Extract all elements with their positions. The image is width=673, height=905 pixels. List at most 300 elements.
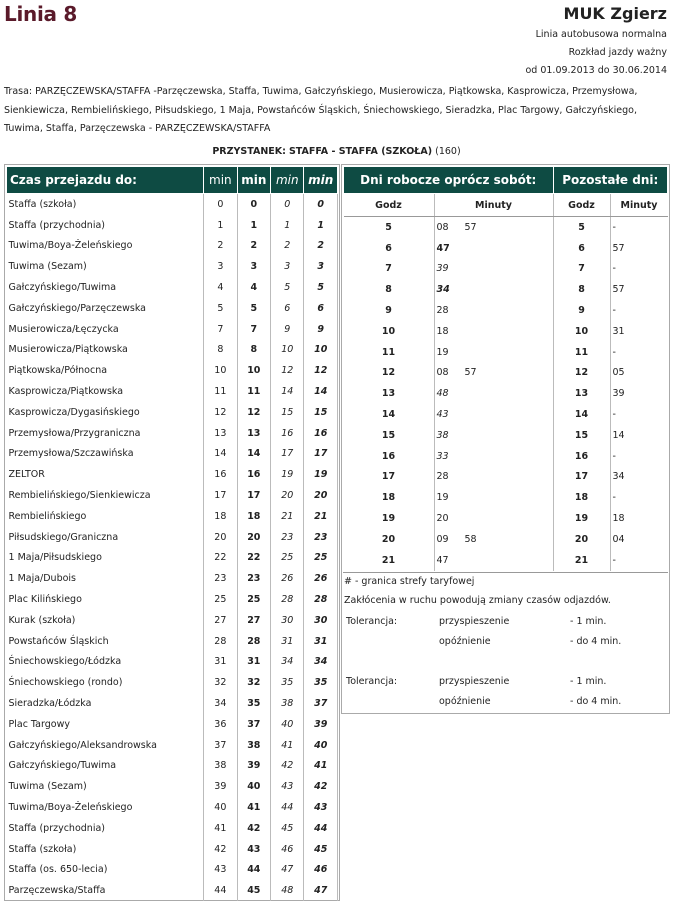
travel-min-cell: 40 bbox=[304, 735, 338, 756]
travel-min-cell: 2 bbox=[204, 236, 237, 257]
other-hour-cell: 17 bbox=[553, 467, 610, 488]
weekday-hour-cell: 5 bbox=[344, 217, 435, 238]
weekday-minute-cell: 28 bbox=[436, 471, 449, 483]
travel-min-cell: 26 bbox=[304, 568, 338, 589]
weekday-hour-cell: 21 bbox=[344, 550, 435, 571]
other-minute-cell: - bbox=[612, 554, 616, 566]
stop-name-cell: Tuwima/Boya-Żeleńskiego bbox=[7, 236, 204, 257]
other-hour-cell: 16 bbox=[553, 446, 610, 467]
travel-min-cell: 28 bbox=[237, 631, 270, 652]
timetable-row bbox=[344, 321, 668, 342]
timetable-row bbox=[344, 383, 668, 404]
travel-min-cell: 0 bbox=[271, 194, 304, 215]
travel-min-cell: 43 bbox=[271, 776, 304, 797]
travel-min-cell: 6 bbox=[304, 298, 338, 319]
travel-min-cell: 42 bbox=[304, 776, 338, 797]
stop-name-cell: Powstańców Śląskich bbox=[7, 631, 204, 652]
travel-min-cell: 1 bbox=[204, 215, 237, 236]
travel-min-cell: 17 bbox=[237, 485, 270, 506]
weekday-minute-cell: 57 bbox=[465, 363, 554, 384]
weekday-minute-cell bbox=[465, 300, 554, 321]
travel-min-cell: 43 bbox=[304, 797, 338, 818]
stop-name-cell: Tuwima/Boya-Żeleńskiego bbox=[7, 797, 204, 818]
travel-min-cell: 34 bbox=[271, 652, 304, 673]
travel-min-cell: 36 bbox=[204, 714, 237, 735]
other-hour-cell: 9 bbox=[553, 300, 610, 321]
travel-min-cell: 34 bbox=[204, 693, 237, 714]
weekday-minute-cell: 08 bbox=[436, 367, 449, 379]
travel-min-cell: 12 bbox=[271, 360, 304, 381]
other-hour-cell: 10 bbox=[553, 321, 610, 342]
travel-min-cell: 23 bbox=[271, 527, 304, 548]
travel-min-cell: 38 bbox=[204, 756, 237, 777]
travel-min-cell: 1 bbox=[304, 215, 338, 236]
stop-label: PRZYSTANEK: bbox=[212, 146, 286, 157]
timetable-row bbox=[344, 363, 668, 384]
travel-min-cell: 41 bbox=[204, 818, 237, 839]
weekday-minute-cell: 19 bbox=[436, 346, 449, 358]
travel-min-cell: 5 bbox=[204, 298, 237, 319]
stop-name-cell: Parzęczewska/Staffa bbox=[7, 880, 204, 901]
stop-name-cell: Przemysłowa/Szczawińska bbox=[7, 444, 204, 465]
weekday-minute-cell bbox=[465, 279, 554, 300]
weekday-godz-header: Godz bbox=[344, 194, 435, 217]
travel-min-cell: 39 bbox=[237, 756, 270, 777]
travel-min-cell: 34 bbox=[304, 652, 338, 673]
travel-min-cell: 32 bbox=[237, 672, 270, 693]
timetable-row bbox=[344, 550, 668, 571]
travel-min-cell: 4 bbox=[204, 277, 237, 298]
travel-min-cell: 44 bbox=[271, 797, 304, 818]
stop-name-cell: Tuwima (Sezam) bbox=[7, 776, 204, 797]
stop-name-cell: Plac Kilińskiego bbox=[7, 589, 204, 610]
travel-row bbox=[7, 194, 338, 215]
other-hour-cell: 7 bbox=[553, 259, 610, 280]
other-minute-cell: 57 bbox=[612, 284, 625, 296]
other-minute-cell: 39 bbox=[612, 388, 625, 400]
travel-row bbox=[7, 756, 338, 777]
travel-row bbox=[7, 818, 338, 839]
weekday-minute-cell bbox=[465, 425, 554, 446]
stop-name-cell: Musierowicza/Piątkowska bbox=[7, 340, 204, 361]
travel-min-cell: 15 bbox=[271, 402, 304, 423]
other-hour-cell: 5 bbox=[553, 217, 610, 238]
weekday-minute-cell: 57 bbox=[465, 217, 554, 238]
timetable-table bbox=[343, 166, 668, 571]
travel-min-cell: 16 bbox=[271, 423, 304, 444]
stop-name-cell: Tuwima (Sezam) bbox=[7, 256, 204, 277]
travel-min-cell: 30 bbox=[304, 610, 338, 631]
travel-row bbox=[7, 319, 338, 340]
stop-name-cell: Rembielińskiego/Sienkiewicza bbox=[7, 485, 204, 506]
travel-min-cell: 8 bbox=[237, 340, 270, 361]
other-hour-cell: 12 bbox=[553, 363, 610, 384]
travel-min-cell: 19 bbox=[304, 464, 338, 485]
weekday-minute-cell: 08 bbox=[436, 221, 449, 233]
other-minute-cell: - bbox=[612, 346, 616, 358]
other-minute-cell: 04 bbox=[612, 533, 625, 545]
tolerance-late-value: - do 4 min. bbox=[570, 636, 622, 647]
travel-min-cell: 31 bbox=[271, 631, 304, 652]
stop-name-cell: Kasprowicza/Piątkowska bbox=[7, 381, 204, 402]
travel-min-cell: 40 bbox=[271, 714, 304, 735]
timetable-row bbox=[344, 300, 668, 321]
travel-row bbox=[7, 631, 338, 652]
travel-min-cell: 45 bbox=[237, 880, 270, 901]
weekday-hour-cell: 10 bbox=[344, 321, 435, 342]
tolerance-early-label: przyspieszenie bbox=[439, 676, 510, 687]
travel-min-cell: 39 bbox=[204, 776, 237, 797]
weekday-minute-cell bbox=[465, 508, 554, 529]
other-days-header: Pozostałe dni: bbox=[553, 167, 668, 194]
travel-min-cell: 5 bbox=[304, 277, 338, 298]
timetable-row bbox=[344, 238, 668, 259]
tolerance-early-label: przyspieszenie bbox=[439, 616, 510, 627]
timetable-row bbox=[344, 342, 668, 363]
stop-name-cell: 1 Maja/Piłsudskiego bbox=[7, 548, 204, 569]
stop-name-cell: Rembielińskiego bbox=[7, 506, 204, 527]
travel-min-cell: 43 bbox=[237, 839, 270, 860]
travel-min-cell: 1 bbox=[237, 215, 270, 236]
travel-min-cell: 39 bbox=[304, 714, 338, 735]
travel-row bbox=[7, 277, 338, 298]
timetable-row bbox=[344, 404, 668, 425]
other-minute-cell: 14 bbox=[612, 429, 625, 441]
travel-time-header: Czas przejazdu do: bbox=[7, 167, 204, 194]
other-minute-cell: - bbox=[612, 450, 616, 462]
weekday-minute-cell: 47 bbox=[436, 554, 449, 566]
travel-min-cell: 46 bbox=[271, 839, 304, 860]
stop-name-cell: Staffa (przychodnia) bbox=[7, 818, 204, 839]
timetable-row bbox=[344, 217, 668, 238]
travel-min-cell: 13 bbox=[237, 423, 270, 444]
tolerance-late-value: - do 4 min. bbox=[570, 696, 622, 707]
travel-row bbox=[7, 880, 338, 901]
other-hour-cell: 21 bbox=[553, 550, 610, 571]
travel-min-cell: 47 bbox=[271, 860, 304, 881]
stop-name-cell: Śniechowskiego (rondo) bbox=[7, 672, 204, 693]
weekday-minute-cell bbox=[465, 446, 554, 467]
travel-min-cell: 17 bbox=[304, 444, 338, 465]
travel-row bbox=[7, 714, 338, 735]
travel-min-cell: 14 bbox=[304, 381, 338, 402]
travel-min-cell: 9 bbox=[304, 319, 338, 340]
travel-min-cell: 20 bbox=[271, 485, 304, 506]
other-hour-cell: 20 bbox=[553, 529, 610, 550]
stop-name-cell: Staffa (szkoła) bbox=[7, 194, 204, 215]
travel-min-cell: 31 bbox=[237, 652, 270, 673]
timetable-row bbox=[344, 487, 668, 508]
weekday-minute-cell bbox=[465, 550, 554, 571]
weekday-hour-cell: 13 bbox=[344, 383, 435, 404]
timetable-row bbox=[344, 425, 668, 446]
travel-row bbox=[7, 402, 338, 423]
weekday-hour-cell: 11 bbox=[344, 342, 435, 363]
travel-row bbox=[7, 735, 338, 756]
travel-row bbox=[7, 444, 338, 465]
stop-name-cell: 1 Maja/Dubois bbox=[7, 568, 204, 589]
travel-min-cell: 3 bbox=[237, 256, 270, 277]
travel-min-cell: 19 bbox=[271, 464, 304, 485]
travel-min-cell: 44 bbox=[304, 818, 338, 839]
travel-min-cell: 3 bbox=[271, 256, 304, 277]
travel-min-cell: 45 bbox=[304, 839, 338, 860]
travel-min-cell: 40 bbox=[237, 776, 270, 797]
weekday-minute-cell bbox=[465, 404, 554, 425]
travel-min-cell: 26 bbox=[271, 568, 304, 589]
travel-row bbox=[7, 215, 338, 236]
tolerance-early-value: - 1 min. bbox=[570, 676, 607, 687]
travel-row bbox=[7, 464, 338, 485]
travel-min-cell: 7 bbox=[204, 319, 237, 340]
travel-min-cell: 30 bbox=[271, 610, 304, 631]
stop-code: (160) bbox=[435, 146, 461, 157]
timetable-row bbox=[344, 529, 668, 550]
travel-min-cell: 17 bbox=[204, 485, 237, 506]
travel-row bbox=[7, 797, 338, 818]
weekday-minute-cell: 33 bbox=[436, 450, 449, 462]
other-minuty-header: Minuty bbox=[610, 194, 668, 217]
weekday-minute-cell: 18 bbox=[436, 325, 449, 337]
travel-min-cell: 0 bbox=[237, 194, 270, 215]
travel-min-cell: 20 bbox=[204, 527, 237, 548]
travel-min-cell: 4 bbox=[237, 277, 270, 298]
other-minute-cell: - bbox=[612, 221, 616, 233]
weekday-hour-cell: 7 bbox=[344, 259, 435, 280]
stop-name-cell: Staffa (os. 650-lecia) bbox=[7, 860, 204, 881]
travel-row bbox=[7, 672, 338, 693]
travel-min-cell: 9 bbox=[271, 319, 304, 340]
stop-name-cell: Piłsudskiego/Graniczna bbox=[7, 527, 204, 548]
other-minute-cell: 34 bbox=[612, 471, 625, 483]
company-name: MUK Zgierz bbox=[563, 4, 667, 23]
travel-min-cell: 5 bbox=[271, 277, 304, 298]
weekday-minute-cell bbox=[465, 259, 554, 280]
weekday-hour-cell: 8 bbox=[344, 279, 435, 300]
travel-row bbox=[7, 298, 338, 319]
travel-min-cell: 37 bbox=[237, 714, 270, 735]
col-min-2: min bbox=[237, 167, 270, 194]
travel-row bbox=[7, 236, 338, 257]
travel-row bbox=[7, 652, 338, 673]
other-hour-cell: 15 bbox=[553, 425, 610, 446]
weekday-minute-cell: 58 bbox=[465, 529, 554, 550]
travel-min-cell: 31 bbox=[204, 652, 237, 673]
timetable-row bbox=[344, 508, 668, 529]
travel-min-cell: 31 bbox=[304, 631, 338, 652]
travel-min-cell: 37 bbox=[204, 735, 237, 756]
weekday-minute-cell bbox=[465, 238, 554, 259]
travel-min-cell: 8 bbox=[204, 340, 237, 361]
other-hour-cell: 6 bbox=[553, 238, 610, 259]
travel-row bbox=[7, 423, 338, 444]
weekday-hour-cell: 6 bbox=[344, 238, 435, 259]
zone-note: # - granica strefy taryfowej bbox=[344, 576, 475, 587]
stop-name-cell: Gałczyńskiego/Tuwima bbox=[7, 756, 204, 777]
weekday-minute-cell: 47 bbox=[436, 242, 450, 254]
stop-name-cell: Staffa (szkoła) bbox=[7, 839, 204, 860]
travel-row bbox=[7, 360, 338, 381]
travel-row bbox=[7, 548, 338, 569]
travel-min-cell: 2 bbox=[237, 236, 270, 257]
stop-name-cell: Gałczyńskiego/Tuwima bbox=[7, 277, 204, 298]
travel-time-panel bbox=[4, 164, 340, 901]
travel-min-cell: 35 bbox=[237, 693, 270, 714]
stop-name: STAFFA - STAFFA (SZKOŁA) bbox=[288, 146, 433, 157]
other-minute-cell: - bbox=[612, 263, 616, 275]
timetable-row bbox=[344, 467, 668, 488]
travel-row bbox=[7, 776, 338, 797]
travel-min-cell: 14 bbox=[271, 381, 304, 402]
travel-min-cell: 35 bbox=[271, 672, 304, 693]
travel-min-cell: 27 bbox=[204, 610, 237, 631]
other-hour-cell: 11 bbox=[553, 342, 610, 363]
travel-min-cell: 41 bbox=[237, 797, 270, 818]
travel-row bbox=[7, 485, 338, 506]
travel-min-cell: 25 bbox=[204, 589, 237, 610]
travel-min-cell: 15 bbox=[304, 402, 338, 423]
col-min-4: min bbox=[304, 167, 338, 194]
disruption-note: Zakłócenia w ruchu powodują zmiany czasów odjazdów. bbox=[344, 595, 611, 606]
travel-min-cell: 32 bbox=[204, 672, 237, 693]
stop-name-cell: Sieradzka/Łódzka bbox=[7, 693, 204, 714]
tolerance-late-label: opóźnienie bbox=[439, 696, 491, 707]
travel-min-cell: 47 bbox=[304, 880, 338, 901]
travel-min-cell: 42 bbox=[237, 818, 270, 839]
travel-min-cell: 3 bbox=[204, 256, 237, 277]
travel-min-cell: 12 bbox=[204, 402, 237, 423]
travel-min-cell: 2 bbox=[271, 236, 304, 257]
weekday-minute-cell: 19 bbox=[436, 492, 449, 504]
col-min-3: min bbox=[271, 167, 304, 194]
travel-min-cell: 10 bbox=[237, 360, 270, 381]
schedule-valid-label: Rozkład jazdy ważny bbox=[568, 47, 667, 58]
weekday-minute-cell bbox=[465, 342, 554, 363]
travel-min-cell: 1 bbox=[271, 215, 304, 236]
travel-min-cell: 11 bbox=[237, 381, 270, 402]
travel-min-cell: 12 bbox=[237, 402, 270, 423]
travel-min-cell: 41 bbox=[304, 756, 338, 777]
weekday-hour-cell: 18 bbox=[344, 487, 435, 508]
travel-min-cell: 38 bbox=[271, 693, 304, 714]
travel-min-cell: 14 bbox=[204, 444, 237, 465]
stop-name-cell: Gałczyńskiego/Aleksandrowska bbox=[7, 735, 204, 756]
travel-min-cell: 13 bbox=[204, 423, 237, 444]
travel-row bbox=[7, 589, 338, 610]
weekday-minute-cell bbox=[465, 321, 554, 342]
weekday-minute-cell: 39 bbox=[436, 263, 449, 275]
travel-min-cell: 18 bbox=[204, 506, 237, 527]
tolerance-label: Tolerancja: bbox=[346, 616, 398, 627]
stop-name-cell: Plac Targowy bbox=[7, 714, 204, 735]
other-minute-cell: - bbox=[612, 305, 616, 317]
timetable-row bbox=[344, 279, 668, 300]
travel-min-cell: 16 bbox=[204, 464, 237, 485]
travel-row bbox=[7, 527, 338, 548]
travel-min-cell: 35 bbox=[304, 672, 338, 693]
col-min-1: min bbox=[204, 167, 237, 194]
travel-min-cell: 6 bbox=[271, 298, 304, 319]
travel-row bbox=[7, 860, 338, 881]
travel-min-cell: 20 bbox=[304, 485, 338, 506]
travel-row bbox=[7, 381, 338, 402]
travel-row bbox=[7, 256, 338, 277]
travel-min-cell: 17 bbox=[271, 444, 304, 465]
other-godz-header: Godz bbox=[553, 194, 610, 217]
travel-min-cell: 25 bbox=[237, 589, 270, 610]
travel-min-cell: 10 bbox=[304, 340, 338, 361]
other-hour-cell: 13 bbox=[553, 383, 610, 404]
weekday-minute-cell bbox=[465, 383, 554, 404]
line-title: Linia 8 bbox=[4, 2, 77, 26]
weekday-hour-cell: 17 bbox=[344, 467, 435, 488]
travel-min-cell: 20 bbox=[237, 527, 270, 548]
weekday-minute-cell: 09 bbox=[436, 533, 449, 545]
other-hour-cell: 19 bbox=[553, 508, 610, 529]
travel-min-cell: 18 bbox=[237, 506, 270, 527]
travel-min-cell: 16 bbox=[237, 464, 270, 485]
travel-min-cell: 23 bbox=[304, 527, 338, 548]
other-minute-cell: 57 bbox=[612, 242, 625, 254]
travel-min-cell: 27 bbox=[237, 610, 270, 631]
stop-name-cell: Musierowicza/Łęczycka bbox=[7, 319, 204, 340]
route-label: Trasa: bbox=[4, 86, 33, 97]
travel-row bbox=[7, 340, 338, 361]
tolerance-label: Tolerancja: bbox=[346, 676, 398, 687]
weekday-minuty-header: Minuty bbox=[434, 194, 553, 217]
travel-min-cell: 3 bbox=[304, 256, 338, 277]
travel-min-cell: 10 bbox=[271, 340, 304, 361]
weekday-hour-cell: 20 bbox=[344, 529, 435, 550]
stop-info bbox=[0, 146, 673, 157]
other-hour-cell: 18 bbox=[553, 487, 610, 508]
weekday-header: Dni robocze oprócz sobót: bbox=[344, 167, 554, 194]
route-description bbox=[4, 83, 644, 139]
stop-name-cell: Staffa (przychodnia) bbox=[7, 215, 204, 236]
travel-min-cell: 43 bbox=[204, 860, 237, 881]
travel-min-cell: 16 bbox=[304, 423, 338, 444]
travel-min-cell: 22 bbox=[204, 548, 237, 569]
weekday-hour-cell: 12 bbox=[344, 363, 435, 384]
other-minute-cell: 18 bbox=[612, 513, 625, 525]
weekday-hour-cell: 15 bbox=[344, 425, 435, 446]
other-hour-cell: 14 bbox=[553, 404, 610, 425]
other-minute-cell: 31 bbox=[612, 325, 625, 337]
travel-min-cell: 44 bbox=[237, 860, 270, 881]
stop-name-cell: Piątkowska/Północna bbox=[7, 360, 204, 381]
weekday-hour-cell: 19 bbox=[344, 508, 435, 529]
weekday-hour-cell: 16 bbox=[344, 446, 435, 467]
weekday-hour-cell: 14 bbox=[344, 404, 435, 425]
date-range: od 01.09.2013 do 30.06.2014 bbox=[525, 65, 667, 76]
travel-min-cell: 12 bbox=[304, 360, 338, 381]
travel-min-cell: 2 bbox=[304, 236, 338, 257]
travel-min-cell: 25 bbox=[304, 548, 338, 569]
stop-name-cell: Kasprowicza/Dygasińskiego bbox=[7, 402, 204, 423]
timetable-panel bbox=[341, 164, 670, 714]
travel-min-cell: 48 bbox=[271, 880, 304, 901]
travel-time-table bbox=[6, 166, 338, 901]
weekday-minute-cell: 48 bbox=[436, 388, 449, 400]
travel-min-cell: 28 bbox=[204, 631, 237, 652]
travel-min-cell: 21 bbox=[304, 506, 338, 527]
travel-min-cell: 25 bbox=[271, 548, 304, 569]
tolerance-late-label: opóźnienie bbox=[439, 636, 491, 647]
weekday-minute-cell bbox=[465, 487, 554, 508]
travel-min-cell: 46 bbox=[304, 860, 338, 881]
travel-min-cell: 22 bbox=[237, 548, 270, 569]
other-minute-cell: - bbox=[612, 492, 616, 504]
